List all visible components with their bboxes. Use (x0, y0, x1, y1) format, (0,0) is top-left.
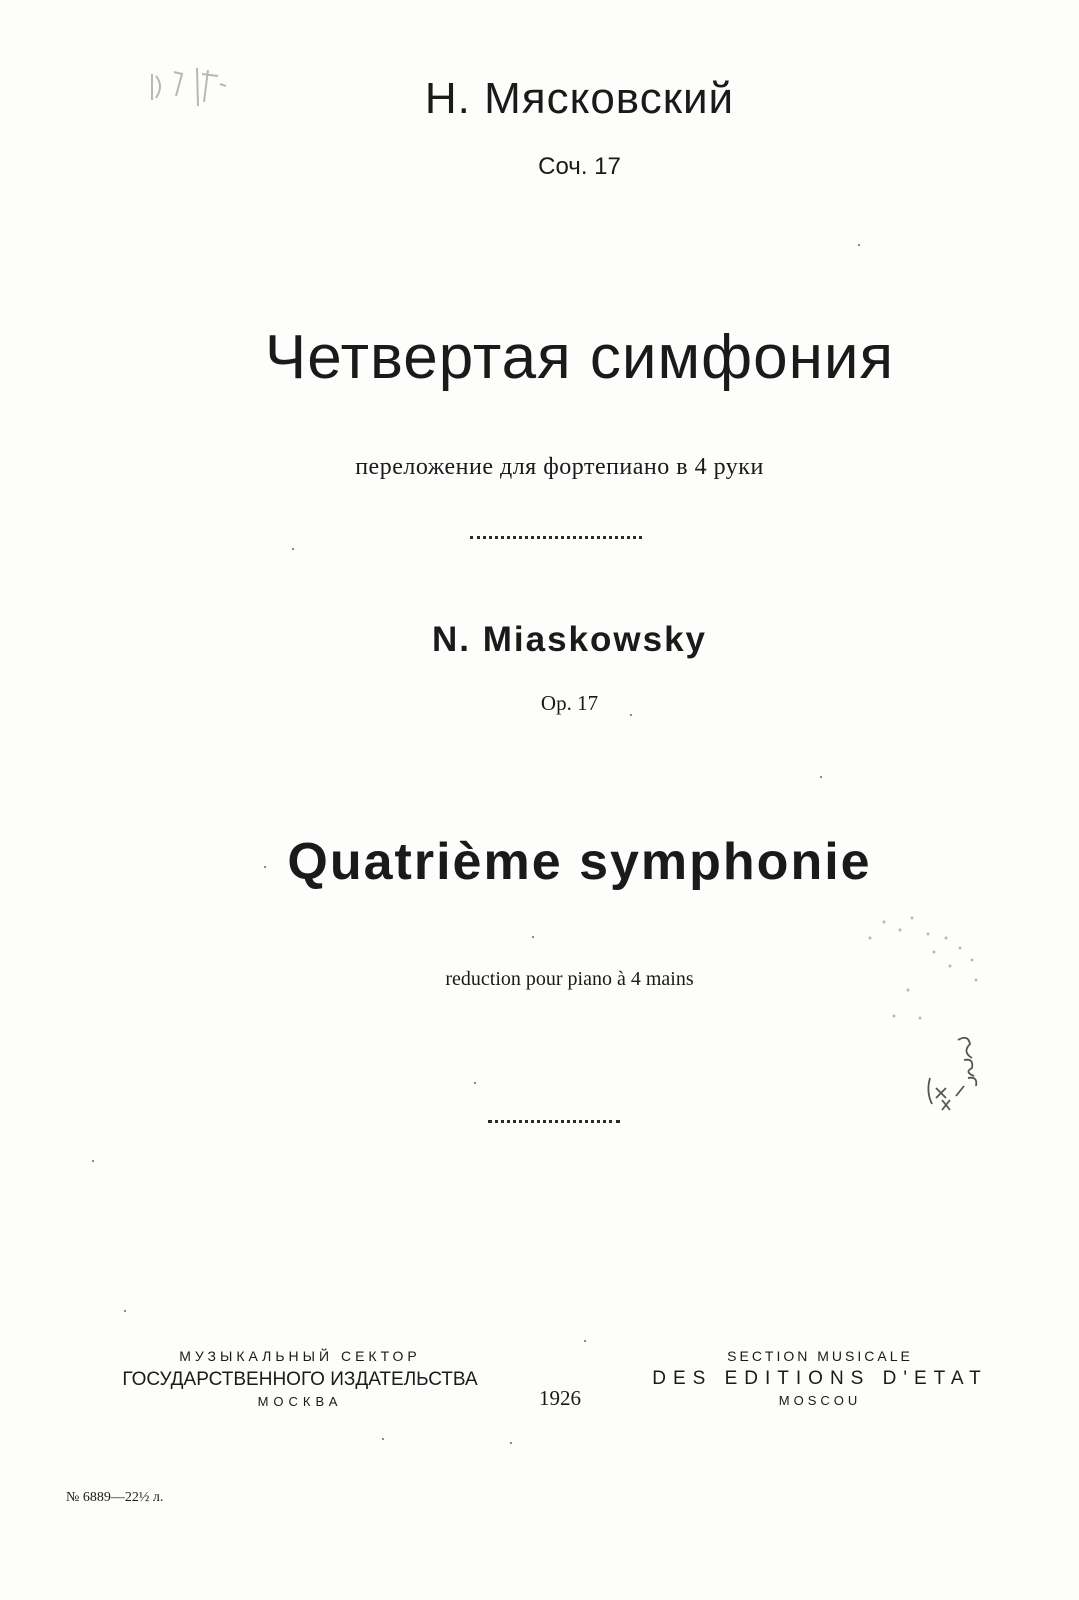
composer-name-russian: Н. Мясковский (424, 74, 735, 123)
publisher-russian-line2: ГОСУДАРСТВЕННОГО ИЗДАТЕЛЬСТВА (122, 1368, 478, 1390)
work-title-russian: Четвертая симфония (264, 323, 895, 392)
publisher-russian (100, 1347, 500, 1411)
publisher-french-city: MOSCOU (778, 1392, 862, 1408)
scan-speck (858, 244, 860, 246)
scan-speck (264, 866, 266, 868)
publication-year: 1926 (539, 1386, 581, 1410)
scan-speck (532, 936, 534, 938)
publisher-french-line2: DES EDITIONS D'ETAT (652, 1367, 988, 1389)
publisher-russian-city: МОСКВА (257, 1394, 343, 1410)
opus-number-russian: Соч. 17 (538, 153, 621, 180)
ornamental-divider (488, 1120, 620, 1123)
arrangement-subtitle-french: reduction pour piano à 4 mains (445, 968, 694, 990)
publisher-french-line1: SECTION MUSICALE (727, 1348, 913, 1364)
print-order-number: № 6889—22½ л. (66, 1490, 164, 1505)
publisher-french (640, 1347, 1000, 1409)
composer-name-french: N. Miaskowsky (432, 620, 707, 659)
scan-speck (124, 1310, 126, 1312)
scan-speck (474, 1082, 476, 1084)
scan-speck (292, 548, 294, 550)
scan-speck (584, 1340, 586, 1342)
handwritten-catalogue-mark (918, 1030, 988, 1120)
ornamental-divider (470, 536, 642, 539)
scan-speck (92, 1160, 94, 1162)
scan-speck (382, 1438, 384, 1440)
arrangement-subtitle-russian: переложение для фортепиано в 4 руки (355, 454, 764, 480)
opus-number-french: Op. 17 (540, 691, 599, 715)
scan-speck (630, 714, 632, 716)
scan-speck (510, 1442, 512, 1444)
scan-speck (820, 776, 822, 778)
publisher-russian-line1: МУЗЫКАЛЬНЫЙ СЕКТОР (179, 1348, 421, 1364)
work-title-french: Quatrième symphonie (287, 833, 872, 891)
